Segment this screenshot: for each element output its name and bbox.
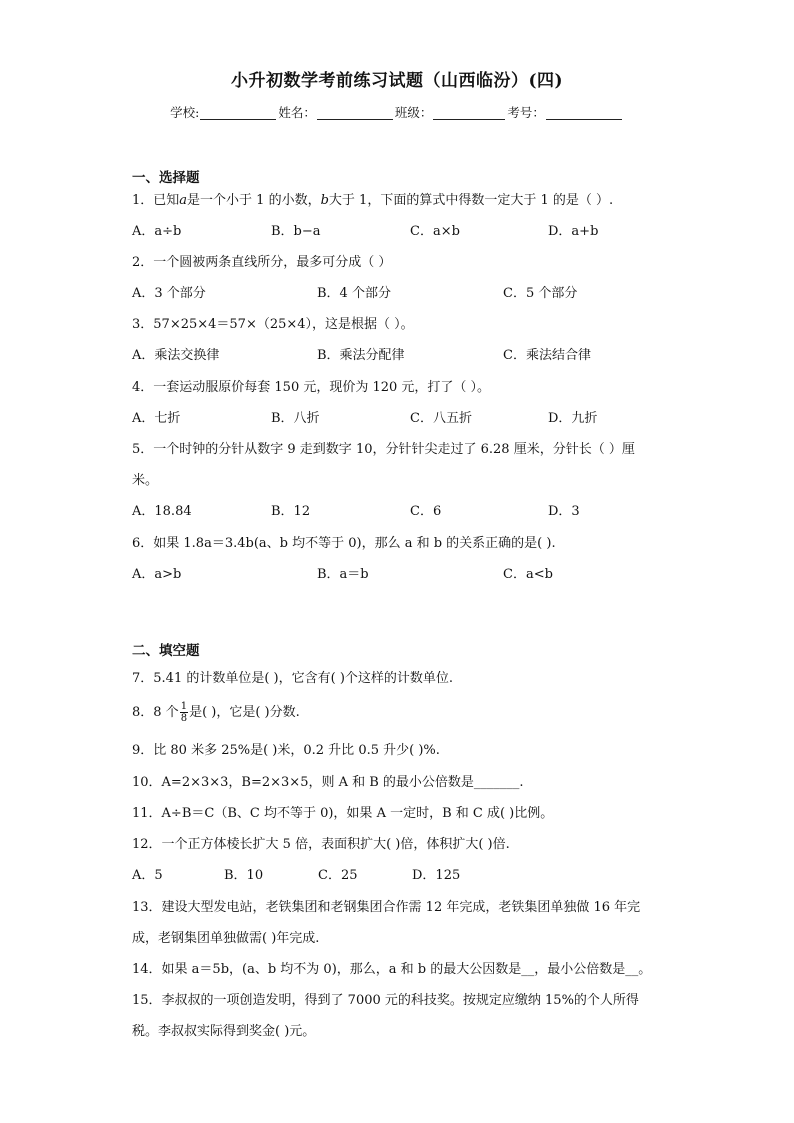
q4-option-d[interactable]: D．九折 <box>548 411 598 426</box>
q2-option-a[interactable]: A．3 个部分 <box>132 286 206 301</box>
question-3: 3．57×25×4＝57×（25×4），这是根据（ ）。 <box>132 317 414 332</box>
q3-option-c[interactable]: C．乘法结合律 <box>503 348 591 363</box>
q1-text-post: 大于 1，下面的算式中得数一定大于 1 的是（ ）. <box>328 193 614 208</box>
q6-option-a[interactable]: A．a>b <box>132 567 182 582</box>
question-5-line-2: 米。 <box>132 473 159 488</box>
exam-no-label: 考号： <box>507 105 545 120</box>
student-info-line <box>0 103 794 121</box>
q1-text-mid: 是一个小于 1 的小数， <box>187 193 321 208</box>
class-blank[interactable] <box>433 105 505 120</box>
question-13-line-1: 13．建设大型发电站，老铁集团和老钢集团合作需 12 年完成，老铁集团单独做 16 年完 <box>132 900 641 915</box>
q6-option-c[interactable]: C．a<b <box>503 567 553 582</box>
q3-option-a[interactable]: A．乘法交换律 <box>132 348 220 363</box>
q1-option-b[interactable]: B．b−a <box>271 224 321 239</box>
q1-var-a: a <box>179 193 188 208</box>
class-label: 班级： <box>394 105 433 120</box>
q5-option-b[interactable]: B．12 <box>271 504 311 519</box>
question-5-line-1: 5．一个时钟的分针从数字 9 走到数字 10，分针针尖走过了 6.28 厘米，分针长（ ）厘 <box>132 442 635 457</box>
q4-option-a[interactable]: A．七折 <box>132 411 181 426</box>
q6-option-b[interactable]: B．a＝b <box>317 567 369 582</box>
q8-fraction-numerator: 1 <box>180 701 188 712</box>
q8-text-post: 是( )，它是( )分数. <box>189 705 300 720</box>
question-14: 14．如果 a＝5b，(a、b 均不为 0)，那么，a 和 b 的最大公因数是__，最小公倍数是__。 <box>132 962 652 977</box>
question-6: 6．如果 1.8a＝3.4b(a、b 均不等于 0)，那么 a 和 b 的关系正确的是( ). <box>132 536 556 551</box>
question-9: 9．比 80 米多 25%是( )米，0.2 升比 0.5 升少( )%. <box>132 743 440 758</box>
question-10: 10．A=2×3×3，B=2×3×5，则 A 和 B 的最小公倍数是_______. <box>132 775 524 790</box>
question-8 <box>132 700 300 726</box>
q3-option-b[interactable]: B．乘法分配律 <box>317 348 405 363</box>
school-label: 学校: <box>170 105 200 120</box>
name-label: 姓名： <box>278 105 316 120</box>
q4-option-b[interactable]: B．八折 <box>271 411 320 426</box>
q1-text-pre: 1．已知 <box>132 193 180 208</box>
school-blank[interactable] <box>200 105 276 120</box>
q5-option-c[interactable]: C．6 <box>410 504 442 519</box>
q5-option-d[interactable]: D．3 <box>548 504 580 519</box>
section-title-fill: 二、填空题 <box>132 643 200 659</box>
q1-option-c[interactable]: C．a×b <box>410 224 460 239</box>
name-blank[interactable] <box>317 105 393 120</box>
page-title: 小升初数学考前练习试题（山西临汾）(四) <box>230 71 564 91</box>
question-12: 12．一个正方体棱长扩大 5 倍，表面积扩大( )倍，体积扩大( )倍. <box>132 837 510 852</box>
q12-option-b[interactable]: B．10 <box>224 868 264 883</box>
q8-text-pre: 8．8 个 <box>132 705 179 720</box>
question-15-line-1: 15．李叔叔的一项创造发明，得到了 7000 元的科技奖。按规定应缴纳 15%的个人所得 <box>132 993 639 1008</box>
question-2: 2．一个圆被两条直线所分，最多可分成（ ） <box>132 255 392 270</box>
exam-no-blank[interactable] <box>546 105 622 120</box>
question-7: 7．5.41 的计数单位是( )，它含有( )个这样的计数单位. <box>132 671 454 686</box>
q12-option-a[interactable]: A．5 <box>132 868 163 883</box>
question-13-line-2: 成，老钢集团单独做需( )年完成. <box>132 931 320 946</box>
section-title-choice: 一、选择题 <box>132 170 200 186</box>
q1-option-a[interactable]: A．a÷b <box>132 224 182 239</box>
question-15-line-2: 税。李叔叔实际得到奖金( )元。 <box>132 1024 316 1039</box>
q12-option-d[interactable]: D．125 <box>412 868 461 883</box>
q2-option-b[interactable]: B．4 个部分 <box>317 286 391 301</box>
q2-option-c[interactable]: C．5 个部分 <box>503 286 578 301</box>
q4-option-c[interactable]: C．八五折 <box>410 411 472 426</box>
question-1 <box>132 192 613 210</box>
q8-fraction-denominator: 8 <box>180 713 188 724</box>
question-4: 4．一套运动服原价每套 150 元，现价为 120 元，打了（ ）。 <box>132 380 491 395</box>
q1-var-b: b <box>320 193 329 208</box>
q1-option-d[interactable]: D．a+b <box>548 224 599 239</box>
q8-fraction <box>180 701 188 724</box>
q5-option-a[interactable]: A．18.84 <box>132 504 192 519</box>
question-11: 11．A÷B＝C（B、C 均不等于 0)，如果 A 一定时，B 和 C 成( )比例。 <box>132 806 554 821</box>
q12-option-c[interactable]: C．25 <box>318 868 358 883</box>
